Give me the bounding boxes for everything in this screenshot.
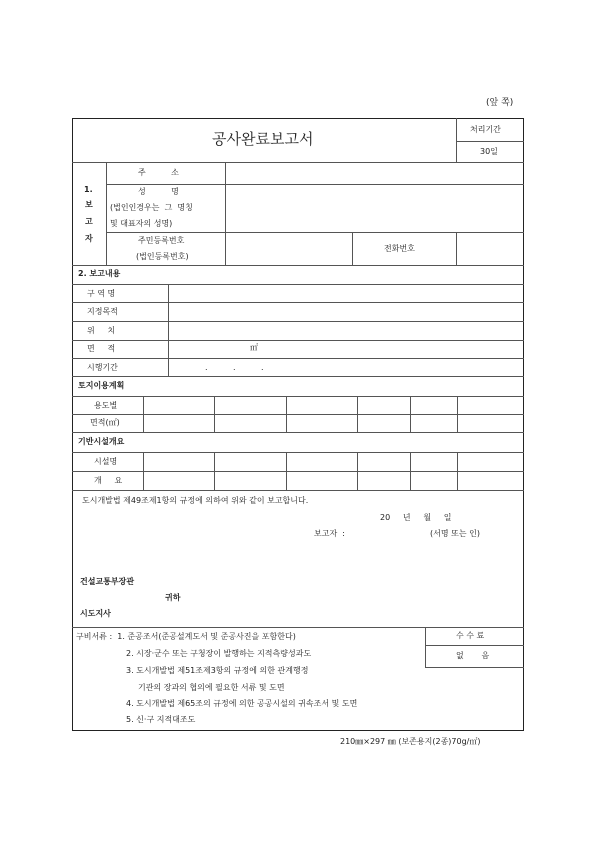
report-date: 20 년 월 일 — [380, 513, 452, 522]
divider — [72, 490, 524, 491]
reporter-section-char: 보 — [85, 200, 93, 209]
land-use-plan-title: 토지이용계획 — [78, 381, 125, 390]
processing-period-value: 30일 — [480, 147, 498, 156]
infrastructure-title: 기반시설개요 — [78, 437, 125, 446]
divider — [286, 396, 287, 432]
divider — [106, 162, 107, 265]
land-use-area-label: 면적(㎡) — [90, 418, 120, 427]
divider — [425, 667, 524, 668]
divider — [143, 396, 144, 432]
form-title: 공사완료보고서 — [212, 130, 314, 148]
divider — [72, 265, 524, 266]
attachment-item: 2. 시장·군수 또는 구청장이 발행하는 지적측량성과도 — [126, 649, 312, 658]
facility-name-label: 시설명 — [94, 457, 118, 466]
fee-value: 없 음 — [456, 651, 490, 660]
resident-number-label: 주민등록번호 — [138, 236, 185, 245]
district-name-label: 구 역 명 — [87, 289, 116, 298]
divider — [456, 118, 457, 162]
content-section-title: 2. 보고내용 — [78, 269, 121, 278]
divider — [72, 321, 524, 322]
recipient-honorific: 귀하 — [165, 593, 181, 602]
location-label: 위 치 — [87, 326, 116, 335]
recipient-minister: 건설교통부장관 — [80, 577, 135, 586]
divider — [106, 232, 524, 233]
divider — [425, 645, 524, 646]
period-value: . . . — [205, 363, 264, 372]
divider — [214, 452, 215, 490]
facility-summary-label: 개 요 — [94, 476, 123, 485]
address-label: 주 소 — [138, 168, 179, 177]
attachment-item: 3. 도시개발법 제51조제3항의 규정에 의한 관계행정 — [126, 666, 309, 675]
divider — [352, 232, 353, 265]
reporter-section-number: 1. — [84, 185, 93, 194]
name-label-note: (법인인경우는 그 명칭 — [110, 203, 193, 212]
divider — [457, 396, 458, 432]
divider — [456, 232, 457, 265]
phone-label: 전화번호 — [384, 244, 415, 253]
area-unit: ㎡ — [250, 343, 258, 352]
reporter-section-char: 고 — [85, 217, 93, 226]
divider — [72, 376, 524, 377]
processing-period-label: 처리기간 — [470, 125, 501, 134]
divider — [72, 358, 524, 359]
divider — [225, 162, 226, 265]
divider — [357, 452, 358, 490]
divider — [410, 396, 411, 432]
divider — [214, 396, 215, 432]
divider — [286, 452, 287, 490]
divider — [72, 340, 524, 341]
divider — [143, 452, 144, 490]
divider — [168, 284, 169, 376]
divider — [425, 627, 426, 667]
signature-label: (서명 또는 인) — [430, 529, 480, 538]
attachment-item: 구비서류 : 1. 준공조서(준공설계도서 및 준공사진을 포함한다) — [76, 632, 296, 641]
page-side-label: (앞 쪽) — [486, 98, 514, 108]
land-use-category-label: 용도별 — [94, 401, 118, 410]
divider — [72, 302, 524, 303]
declaration-statement: 도시개발법 제49조제1항의 규정에 의하여 위와 같이 보고합니다. — [82, 496, 309, 505]
divider — [72, 162, 524, 163]
paper-spec: 210㎜×297 ㎜ (보존용지(2종)70g/㎡) — [340, 737, 481, 746]
attachment-item: 4. 도시개발법 제65조의 규정에 의한 공공시설의 귀속조서 및 도면 — [126, 699, 358, 708]
divider — [72, 284, 524, 285]
divider — [456, 141, 524, 142]
divider — [410, 452, 411, 490]
name-label: 성 명 — [138, 187, 179, 196]
corporate-number-label: (법인등록번호) — [136, 252, 189, 261]
fee-label: 수 수 료 — [456, 631, 485, 640]
designation-purpose-label: 지정목적 — [87, 307, 118, 316]
reporter-label: 보고자 : — [314, 529, 345, 538]
divider — [72, 432, 524, 433]
area-label: 면 적 — [87, 344, 116, 353]
reporter-section-char: 자 — [85, 234, 93, 243]
attachment-item: 기관의 장과의 협의에 필요한 서류 및 도면 — [138, 683, 285, 692]
period-label: 시행기간 — [87, 363, 118, 372]
divider — [357, 396, 358, 432]
divider — [457, 452, 458, 490]
attachment-item: 5. 신·구 지적대조도 — [126, 715, 196, 724]
name-label-note: 및 대표자의 성명) — [110, 219, 173, 228]
divider — [72, 627, 524, 628]
recipient-governor: 시도지사 — [80, 609, 111, 618]
divider — [106, 184, 524, 185]
